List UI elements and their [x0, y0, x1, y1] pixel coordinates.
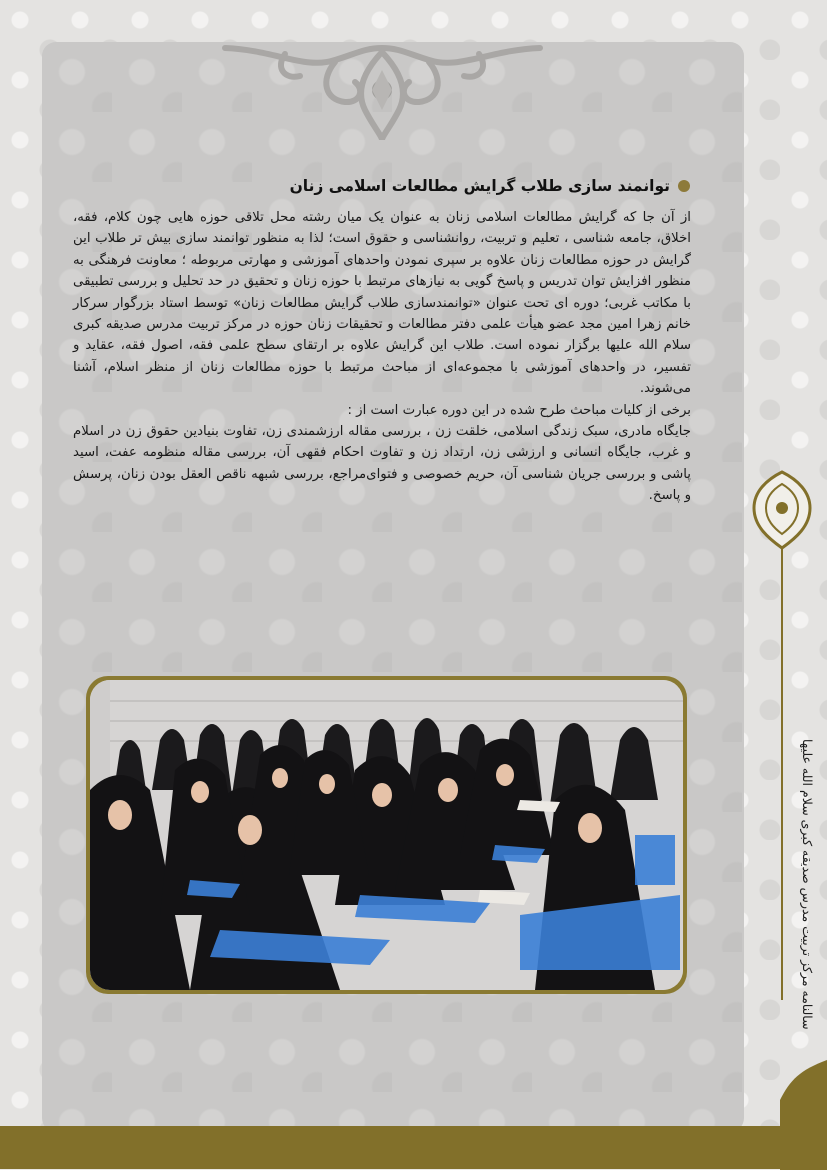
side-medallion-ornament — [750, 470, 814, 550]
bottom-band — [0, 1126, 827, 1169]
article-heading: توانمند سازی طلاب گرایش مطالعات اسلامی زنان — [289, 177, 670, 195]
photo-frame — [86, 676, 687, 994]
top-arabesque-ornament — [215, 40, 550, 145]
article-paragraph-intro: از آن جا که گرایش مطالعات اسلامی زنان به عنوان یک میان رشته محل تلاقی حوزه هایی چون کلام، فقه، اخلاق، جامعه شناسی ، تعلیم و تربیت، روانشناسی و حقوق است؛ لذا به منظور توانمند سازی بیش تر طلاب این گرایش در حوزه مطالعات زنان علاوه بر سپری نمودن واحدهای آموزشی و مهارتی مربوطه ؛ معاونت فرهنگی به منظور افزایش توان تدریس و پاسخ گویی به نیازهای مرتبط با حوزه زنان و تحقیق در حد تحلیل و بررسی تطبیقی با مکاتب غربی؛ دوره ای تحت عنوان «توانمندسازی طلاب گرایش مطالعات زنان» توسط استاد بزرگوار سرکار خانم زهرا امین مجد عضو هیأت علمی دفتر مطالعات و تحقیقات زنان حوزه در مرکز تربیت مدرس صدیقه کبری سلام الله علیها برگزار نموده است. طلاب این گرایش علاوه بر ارتقای سطح علمی فقه، اصول فقه، عقاید و تفسیر، در واحدهای آموزشی با مجموعه‌ای از مباحث مرتبط با حوزه مطالعات زنان از منظر اسلام، آشنا می‌شوند. — [73, 210, 691, 397]
bullet-icon — [678, 180, 690, 192]
sidebar-title: سالنامه مرکز تربیت مدرس صدیقه کبری سلام الله علیها — [800, 739, 815, 1030]
article-paragraph-topics-lead: برخی از کلیات مباحث طرح شده در این دوره عبارت است از : — [347, 402, 691, 418]
classroom-photo-illustration — [90, 680, 683, 990]
article-body — [73, 207, 691, 507]
article-heading-row — [289, 172, 690, 200]
classroom-photo — [90, 680, 683, 990]
article-paragraph-topics: جایگاه مادری، سبک زندگی اسلامی، خلقت زن ، بررسی مقاله ارزشمندی زن، تفاوت بنیادین حقوق زن در اسلام و غرب، جایگاه انسانی و ارزشی زن، ارتداد زن و تفاوت احکام فقهی آن، بررسی مقاله منظومه عفت، اسید پاشی و بررسی جریان شناسی آن، حریم خصوصی و فتوای‌مراجع، بررسی شبهه ناقص العقل بودن زنان، پرسش و پاسخ. — [73, 424, 691, 504]
